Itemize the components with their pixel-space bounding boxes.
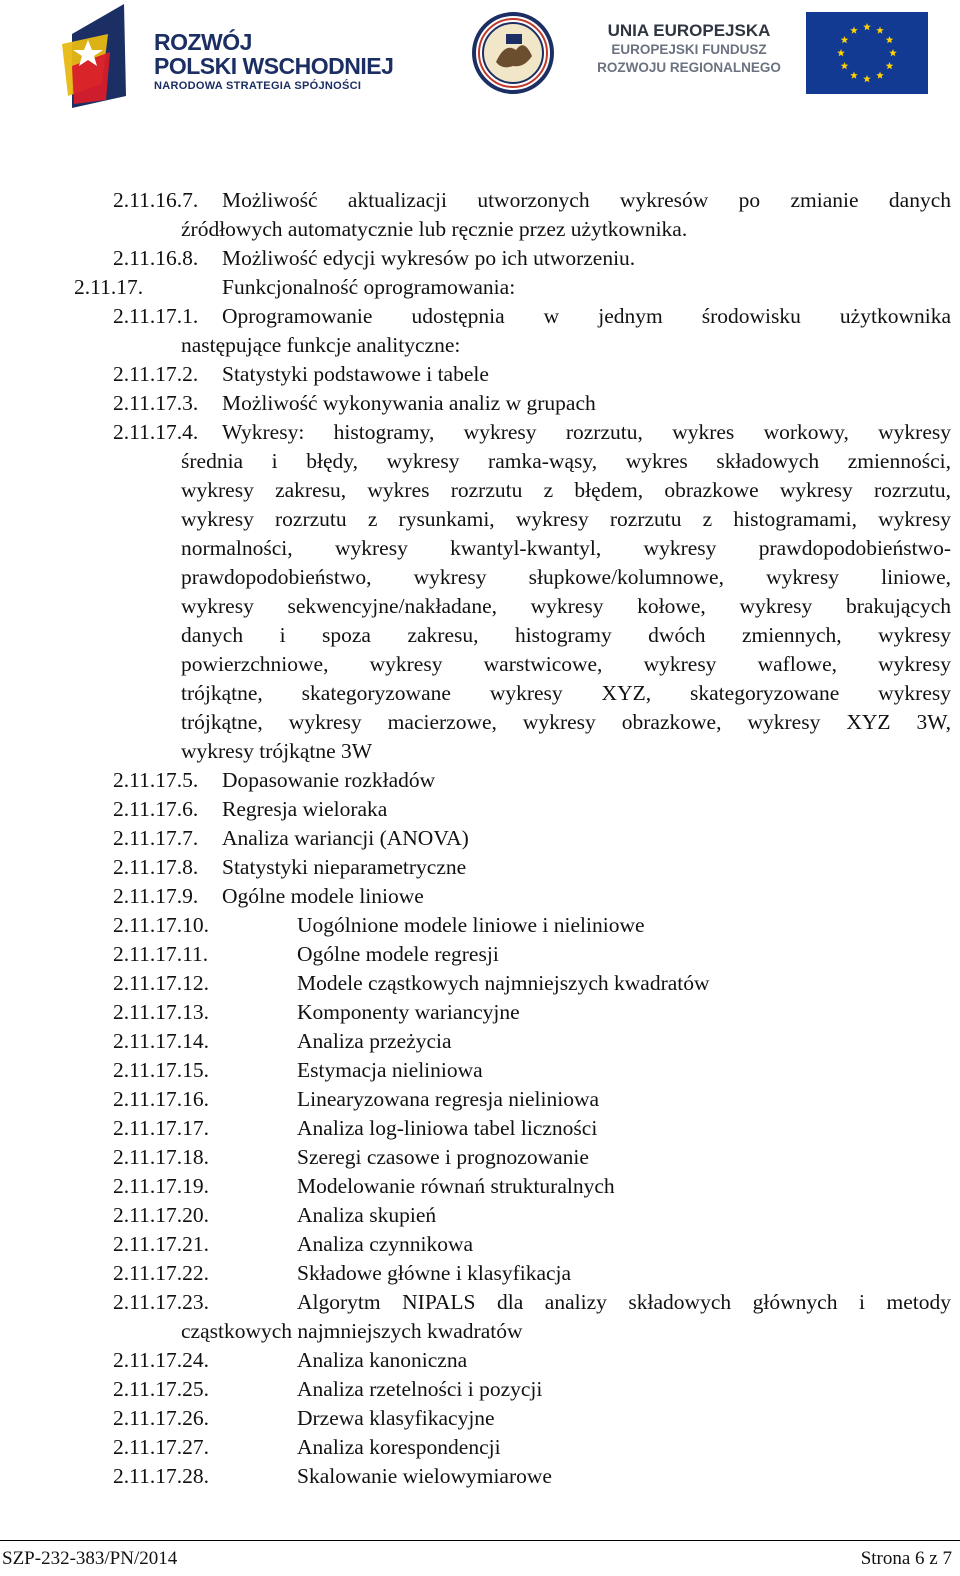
item-number: 2.11.17.	[74, 275, 144, 299]
item-text: Analiza log-liniowa tabel liczności	[297, 1116, 598, 1140]
item-number: 2.11.17.25.	[113, 1377, 209, 1401]
item-text: Ogólne modele liniowe	[222, 884, 424, 908]
item-number: 2.11.17.23.	[113, 1290, 209, 1314]
item-number: 2.11.17.10.	[113, 913, 209, 937]
item-text: Modelowanie równań strukturalnych	[297, 1174, 615, 1198]
logo-line-1: ROZWÓJ	[154, 29, 252, 55]
eu-stars-icon	[806, 12, 928, 94]
item-text: Skalowanie wielowymiarowe	[297, 1464, 552, 1488]
eu-star-icon	[837, 49, 845, 56]
item-text: wykresy rozrzutu z rysunkami, wykresy rozrzutu z histogramami, wykresy	[181, 507, 951, 531]
eu-flag-icon	[806, 12, 928, 94]
item-number: 2.11.16.7.	[113, 188, 199, 212]
eu-star-icon	[886, 36, 894, 43]
rozwoj-polski-wschodniej-logo	[62, 4, 422, 104]
item-text: Linearyzowana regresja nieliniowa	[297, 1087, 600, 1111]
eu-star-icon	[863, 75, 871, 82]
institution-seal-icon	[472, 12, 554, 94]
item-text: Komponenty wariancyjne	[297, 1000, 520, 1024]
item-text: Szeregi czasowe i prognozowanie	[297, 1145, 589, 1169]
flag-shape-icon	[62, 4, 152, 108]
item-text: Analiza korespondencji	[297, 1435, 501, 1459]
item-number: 2.11.17.22.	[113, 1261, 209, 1285]
item-text: Ogólne modele regresji	[297, 942, 499, 966]
eu-star-icon	[850, 26, 858, 33]
item-number: 2.11.17.17.	[113, 1116, 209, 1140]
item-text: Analiza przeżycia	[297, 1029, 452, 1053]
item-text: Składowe główne i klasyfikacja	[297, 1261, 572, 1285]
item-text: Uogólnione modele liniowe i nieliniowe	[297, 913, 645, 937]
item-number: 2.11.17.5.	[113, 768, 199, 792]
item-number: 2.11.17.19.	[113, 1174, 209, 1198]
item-text: wykresy sekwencyjne/nakładane, wykresy kołowe, wykresy brakujących	[181, 594, 951, 618]
item-text: Możliwość wykonywania analiz w grupach	[222, 391, 596, 415]
item-number: 2.11.17.15.	[113, 1058, 209, 1082]
item-text: Dopasowanie rozkładów	[222, 768, 436, 792]
item-number: 2.11.17.12.	[113, 971, 209, 995]
item-number: 2.11.17.13.	[113, 1000, 209, 1024]
item-text: Statystyki nieparametryczne	[222, 855, 467, 879]
item-text: trójkątne, skategoryzowane wykresy XYZ, skategoryzowane wykresy	[181, 681, 951, 705]
eu-star-icon	[863, 23, 871, 30]
item-text: prawdopodobieństwo, wykresy słupkowe/kolumnowe, wykresy liniowe,	[181, 565, 951, 589]
item-text: powierzchniowe, wykresy warstwicowe, wykresy waflowe, wykresy	[181, 652, 951, 676]
eu-star-icon	[886, 62, 894, 69]
item-text: Analiza czynnikowa	[297, 1232, 474, 1256]
page-footer	[0, 1540, 960, 1576]
item-number: 2.11.17.21.	[113, 1232, 209, 1256]
item-number: 2.11.17.2.	[113, 362, 199, 386]
eu-line-3: ROZWOJU REGIONALNEGO	[597, 60, 781, 75]
eu-star-icon	[876, 72, 884, 79]
item-number: 2.11.17.4.	[113, 420, 199, 444]
item-number: 2.11.16.8.	[113, 246, 199, 270]
item-text: trójkątne, wykresy macierzowe, wykresy obrazkowe, wykresy XYZ 3W,	[181, 710, 951, 734]
eu-star-icon	[876, 26, 884, 33]
item-text: Statystyki podstawowe i tabele	[222, 362, 489, 386]
item-text: Wykresy: histogramy, wykresy rozrzutu, wykres workowy, wykresy	[222, 420, 951, 444]
item-text: następujące funkcje analityczne:	[181, 333, 461, 357]
item-number: 2.11.17.7.	[113, 826, 199, 850]
eu-star-icon	[841, 62, 849, 69]
eu-fund-text	[584, 20, 794, 77]
item-text: Regresja wieloraka	[222, 797, 388, 821]
eu-star-icon	[841, 36, 849, 43]
item-text: źródłowych automatycznie lub ręcznie przez użytkownika.	[181, 217, 688, 241]
item-number: 2.11.17.28.	[113, 1464, 209, 1488]
item-text: Analiza wariancji (ANOVA)	[222, 826, 469, 850]
page-number: Strona 6 z 7	[860, 1548, 952, 1569]
item-number: 2.11.17.6.	[113, 797, 199, 821]
item-number: 2.11.17.8.	[113, 855, 199, 879]
item-number: 2.11.17.16.	[113, 1087, 209, 1111]
document-code: SZP-232-383/PN/2014	[2, 1548, 178, 1569]
page-header	[0, 0, 960, 120]
item-text: Możliwość aktualizacji utworzonych wykresów po zmianie danych	[222, 188, 951, 212]
item-number: 2.11.17.27.	[113, 1435, 209, 1459]
eu-line-1: UNIA EUROPEJSKA	[607, 21, 771, 40]
item-text: Oprogramowanie udostępnia w jednym środowisku użytkownika	[222, 304, 951, 328]
item-text: Drzewa klasyfikacyjne	[297, 1406, 495, 1430]
item-number: 2.11.17.9.	[113, 884, 199, 908]
item-number: 2.11.17.14.	[113, 1029, 209, 1053]
item-number: 2.11.17.3.	[113, 391, 199, 415]
item-text: Modele cząstkowych najmniejszych kwadratów	[297, 971, 710, 995]
item-number: 2.11.17.18.	[113, 1145, 209, 1169]
item-number: 2.11.17.24.	[113, 1348, 209, 1372]
item-text: Estymacja nieliniowa	[297, 1058, 483, 1082]
item-number: 2.11.17.20.	[113, 1203, 209, 1227]
item-text: Analiza skupień	[297, 1203, 437, 1227]
item-text: cząstkowych najmniejszych kwadratów	[181, 1319, 523, 1343]
item-number: 2.11.17.1.	[113, 304, 199, 328]
item-text: danych i spoza zakresu, histogramy dwóch zmiennych, wykresy	[181, 623, 951, 647]
item-text: Możliwość edycji wykresów po ich utworzeniu.	[222, 246, 636, 270]
logo-line-2: POLSKI WSCHODNIEJ	[154, 53, 394, 79]
logo-line-3: NARODOWA STRATEGIA SPÓJNOŚCI	[154, 80, 362, 92]
item-number: 2.11.17.11.	[113, 942, 209, 966]
item-text: Algorytm NIPALS dla analizy składowych głównych i metody	[297, 1290, 951, 1314]
item-number: 2.11.17.26.	[113, 1406, 209, 1430]
item-text: normalności, wykresy kwantyl-kwantyl, wykresy prawdopodobieństwo-	[181, 536, 951, 560]
item-text: wykresy trójkątne 3W	[181, 739, 373, 763]
eu-star-icon	[850, 72, 858, 79]
footer-rule	[0, 1540, 960, 1541]
item-text: Analiza rzetelności i pozycji	[297, 1377, 543, 1401]
item-text: Analiza kanoniczna	[297, 1348, 468, 1372]
item-text: wykresy zakresu, wykres rozrzutu z błędem, obrazkowe wykresy rozrzutu,	[181, 478, 951, 502]
eu-line-2: EUROPEJSKI FUNDUSZ	[611, 42, 767, 57]
item-text: średnia i błędy, wykresy ramka-wąsy, wykres składowych zmienności,	[181, 449, 951, 473]
eu-star-icon	[889, 49, 897, 56]
item-text: Funkcjonalność oprogramowania:	[222, 275, 516, 299]
